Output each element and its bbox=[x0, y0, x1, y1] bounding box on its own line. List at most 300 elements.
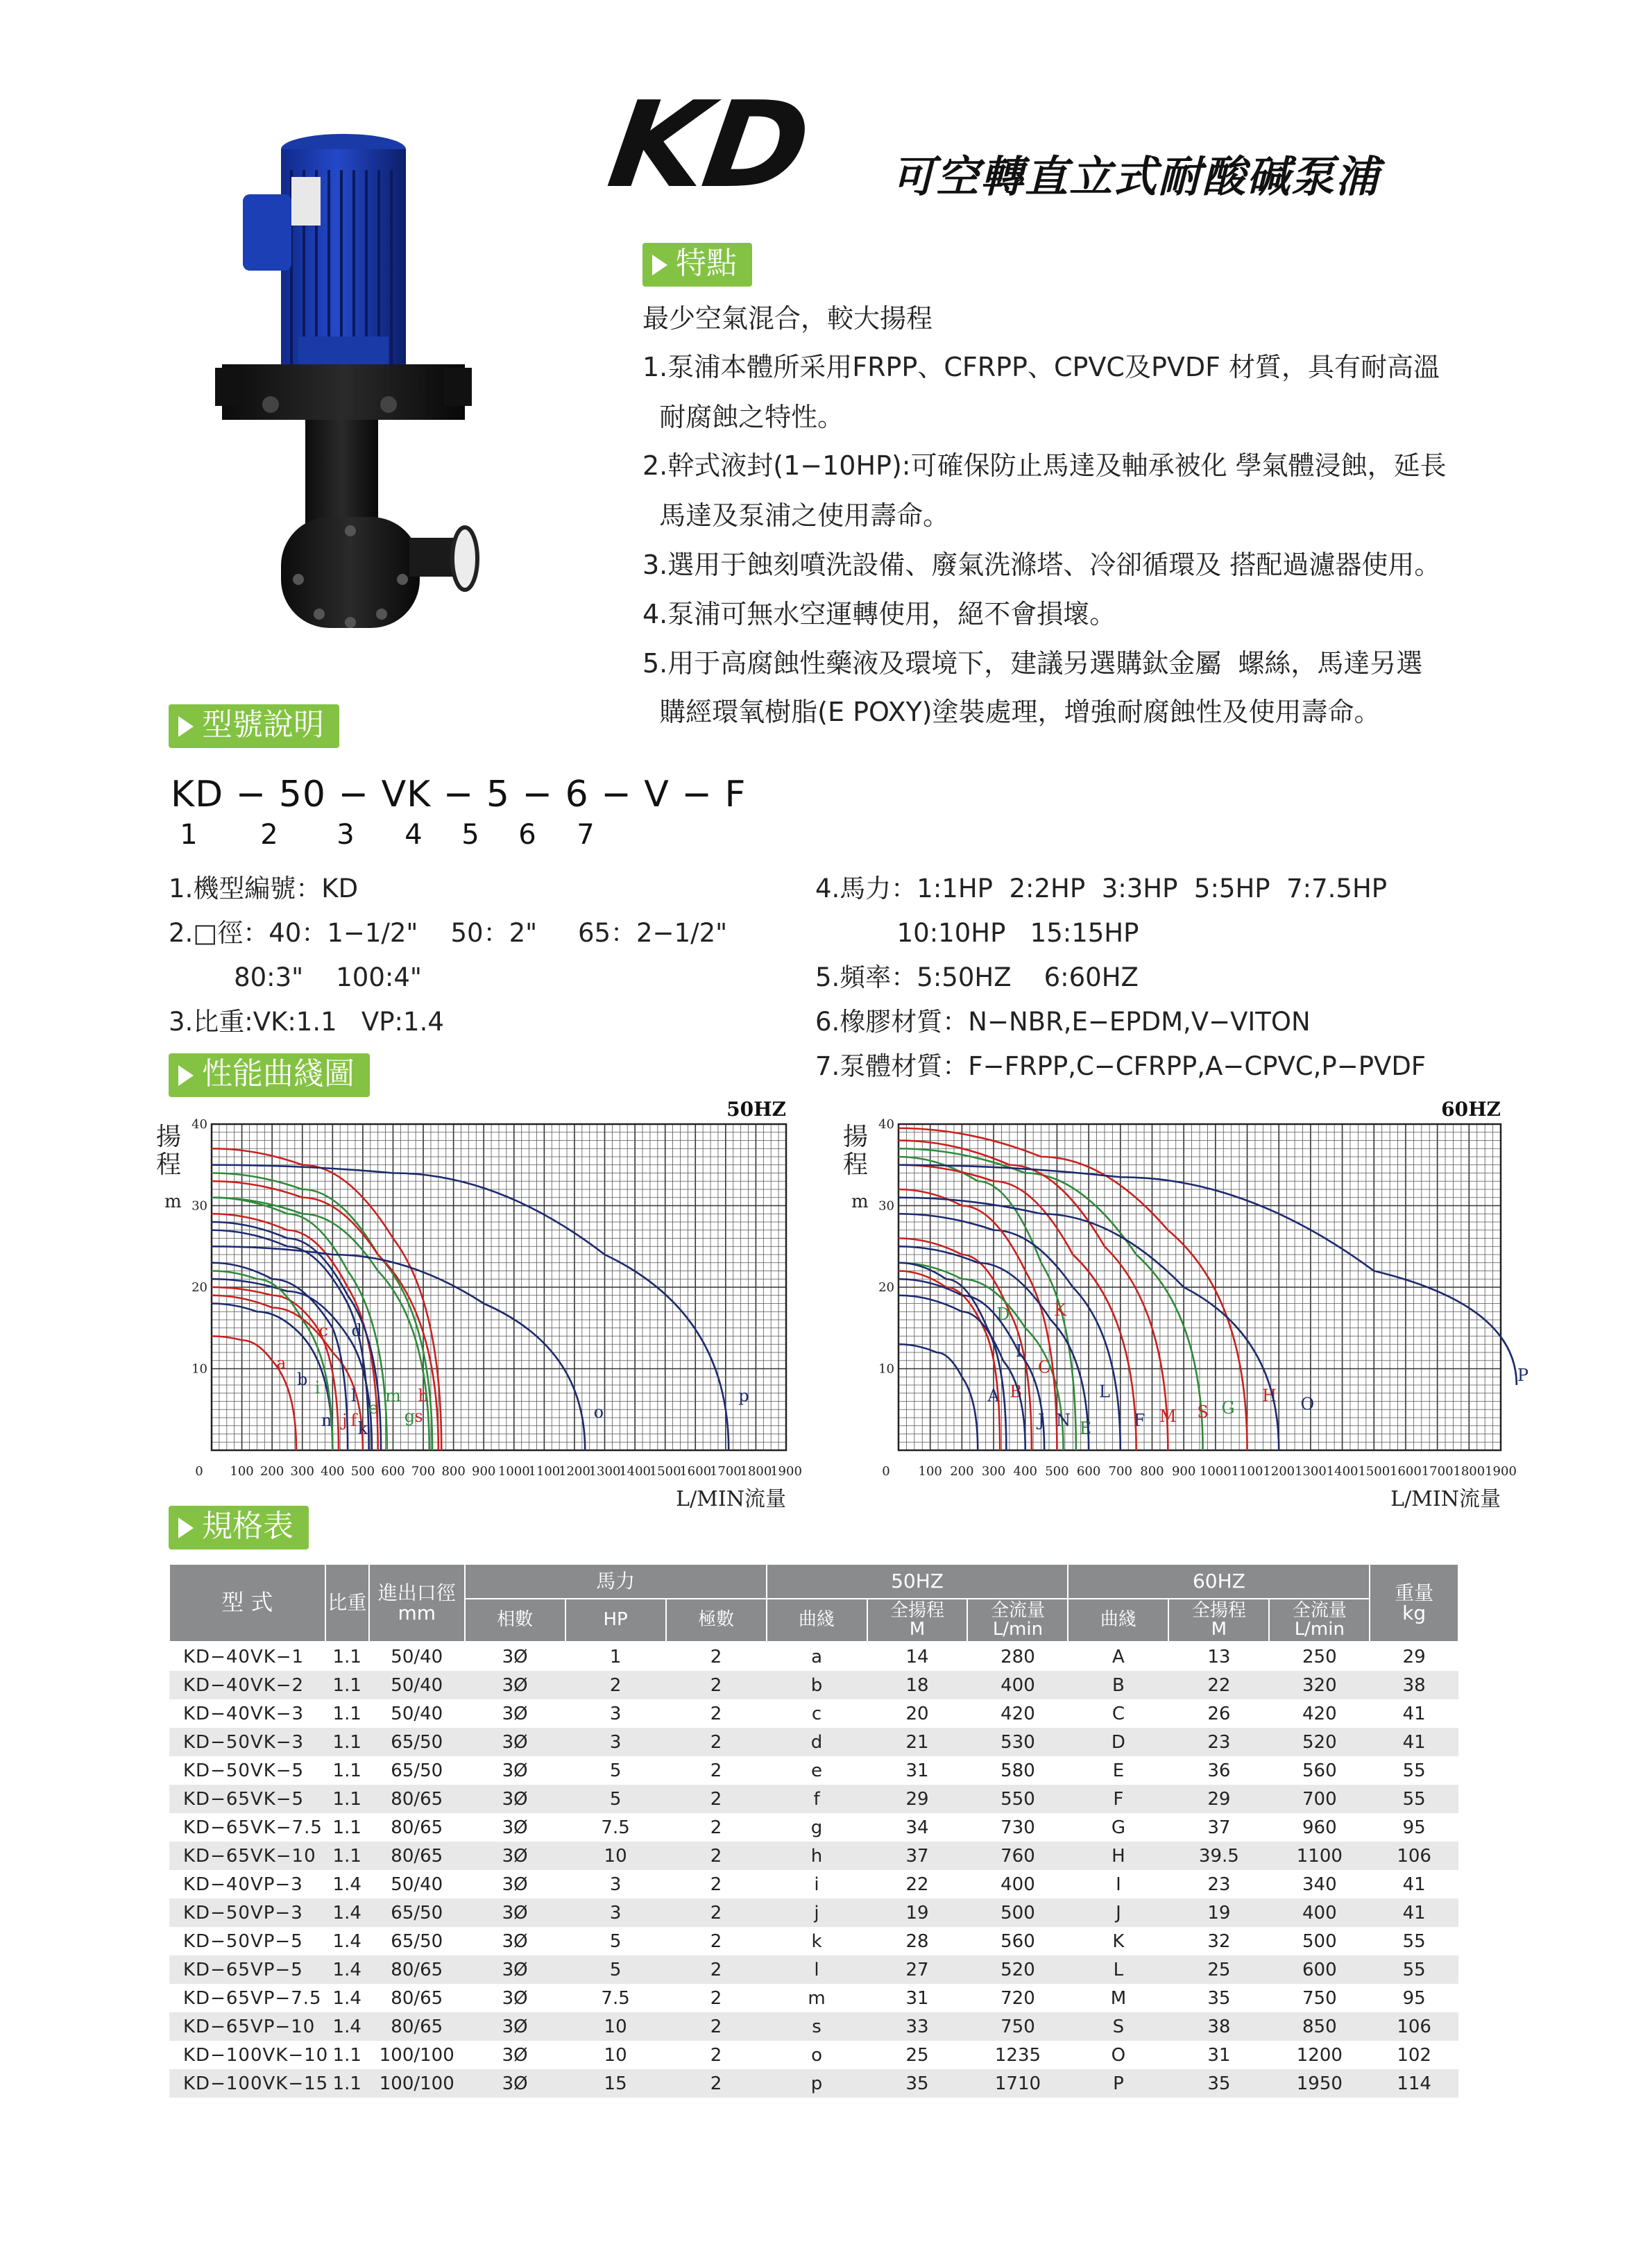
cell-flow50: 520 bbox=[967, 1955, 1068, 1984]
cell-phase: 3Ø bbox=[502, 1646, 528, 1667]
cell-model: KD−65VP−5 bbox=[169, 1955, 325, 1984]
cell-curve50: f bbox=[767, 1785, 867, 1813]
cell-hp: 7.5 bbox=[601, 1817, 630, 1838]
cell-curve50: g bbox=[810, 1817, 823, 1838]
cell-model: KD−100VK−10 bbox=[183, 2044, 329, 2066]
spec-table bbox=[169, 1563, 1459, 2098]
spec-line: 1.機型編號：KD bbox=[169, 874, 359, 903]
curve-label-j: j bbox=[342, 1410, 348, 1430]
cell-curve60: M bbox=[1110, 1987, 1127, 2009]
features-title: 特點 bbox=[676, 246, 737, 281]
cell-model: KD−65VK−7.5 bbox=[183, 1817, 323, 1838]
curve-label-O: O bbox=[1300, 1394, 1315, 1414]
cell-hp: 5 bbox=[565, 1785, 666, 1813]
x-tick-label: 1300 bbox=[1294, 1464, 1327, 1479]
cell-head50: 22 bbox=[905, 1874, 929, 1895]
cell-poles: 2 bbox=[666, 2069, 767, 2098]
curve-label-F: F bbox=[1133, 1410, 1146, 1430]
x-tick-label: 0 bbox=[882, 1464, 890, 1479]
cell-head60: 35 bbox=[1207, 1987, 1231, 2009]
cell-flow60: 560 bbox=[1302, 1760, 1337, 1781]
cell-flow50: 400 bbox=[1000, 1874, 1035, 1895]
cell-head60: 35 bbox=[1168, 2069, 1269, 2098]
x-tick-label: 300 bbox=[981, 1464, 1006, 1479]
cell-curve50: d bbox=[767, 1728, 867, 1756]
table-row bbox=[169, 2012, 1458, 2041]
table-row bbox=[169, 1785, 1458, 1813]
x-tick-label: 1400 bbox=[1326, 1464, 1359, 1479]
cell-head50: 28 bbox=[905, 1930, 929, 1952]
cell-head50: 18 bbox=[867, 1671, 968, 1699]
cell-phase: 3Ø bbox=[502, 1930, 528, 1952]
y-axis-label: 揚 bbox=[843, 1123, 869, 1151]
cell-sg: 1.4 bbox=[332, 1930, 361, 1952]
y-axis-unit: m bbox=[851, 1191, 869, 1212]
cell-head60: 32 bbox=[1207, 1930, 1231, 1952]
curve-label-m: m bbox=[385, 1386, 401, 1406]
model-code: KD − 50 − VK − 5 − 6 − V − F bbox=[171, 774, 747, 815]
col-header-model: 型 式 bbox=[169, 1564, 325, 1642]
cell-model: KD−65VK−5 bbox=[169, 1785, 325, 1813]
cell-model: KD−40VK−1 bbox=[183, 1646, 305, 1667]
x-tick-label: 1100 bbox=[1231, 1464, 1263, 1479]
cell-weight: 95 bbox=[1402, 1987, 1426, 2009]
x-tick-label: 1600 bbox=[1390, 1464, 1422, 1479]
cell-curve60: P bbox=[1068, 2069, 1168, 2098]
performance-chart-60hz bbox=[836, 1096, 1529, 1527]
cell-model: KD−50VP−5 bbox=[183, 1930, 303, 1952]
spec-line: 6.橡膠材質：N−NBR,E−EPDM,V−VITON bbox=[815, 1007, 1311, 1037]
col-header-sg: 比重 bbox=[325, 1564, 369, 1642]
cell-head60: 13 bbox=[1207, 1646, 1231, 1667]
x-tick-label: 0 bbox=[195, 1464, 203, 1479]
code-number: 2 bbox=[260, 819, 278, 851]
cell-hp: 10 bbox=[565, 1842, 666, 1870]
cell-port: 65/50 bbox=[369, 1899, 465, 1927]
col-header-power: 馬力 bbox=[465, 1564, 767, 1599]
cell-poles: 2 bbox=[666, 1728, 767, 1756]
cell-hp: 15 bbox=[565, 2069, 666, 2098]
spec-line: 10:10HP 15:15HP bbox=[815, 918, 1139, 948]
table-row bbox=[169, 1870, 1458, 1899]
x-tick-label: 1700 bbox=[1421, 1464, 1454, 1479]
cell-flow50: 1235 bbox=[994, 2044, 1041, 2066]
cell-curve50: m bbox=[808, 1987, 826, 2009]
model-section-badge bbox=[169, 704, 339, 748]
x-tick-label: 500 bbox=[1045, 1464, 1069, 1479]
cell-phase: 3Ø bbox=[502, 2044, 528, 2066]
cell-hp: 5 bbox=[565, 1955, 666, 1984]
curve-label-b: b bbox=[297, 1370, 308, 1389]
cell-head60: 36 bbox=[1207, 1760, 1231, 1781]
cell-hp: 10 bbox=[565, 2012, 666, 2041]
cell-poles: 2 bbox=[666, 1955, 767, 1984]
cell-port: 65/50 bbox=[391, 1760, 443, 1781]
cell-flow50: 560 bbox=[1000, 1930, 1035, 1952]
cell-poles: 2 bbox=[666, 1785, 767, 1813]
x-tick-label: 1700 bbox=[709, 1464, 742, 1479]
curve-label-C: C bbox=[1037, 1357, 1051, 1377]
cell-sg: 1.4 bbox=[332, 1987, 361, 2009]
code-number: 5 bbox=[461, 819, 479, 851]
feature-line: 最少空氣混合，較大揚程 bbox=[642, 303, 933, 334]
feature-line: 購經環氧樹脂(E POXY)塗裝處理，增強耐腐蝕性及使用壽命。 bbox=[642, 697, 1381, 727]
y-tick-label: 10 bbox=[878, 1361, 894, 1377]
curve-label-H: H bbox=[1262, 1386, 1277, 1406]
table-row bbox=[169, 2069, 1458, 2098]
x-tick-label: 200 bbox=[950, 1464, 974, 1479]
cell-weight: 41 bbox=[1402, 1874, 1426, 1895]
y-axis-label: 程 bbox=[843, 1150, 869, 1179]
cell-weight: 41 bbox=[1370, 1728, 1458, 1756]
code-number: 6 bbox=[518, 819, 536, 851]
cell-flow60: 750 bbox=[1302, 1987, 1337, 2009]
x-tick-label: 1600 bbox=[679, 1464, 712, 1479]
x-tick-label: 1800 bbox=[740, 1464, 772, 1479]
table-row bbox=[169, 1699, 1458, 1728]
x-tick-label: 600 bbox=[1076, 1464, 1101, 1479]
curve-label-P: P bbox=[1517, 1366, 1529, 1386]
cell-head50: 34 bbox=[905, 1817, 929, 1838]
spec-line: 5.頻率：5:50HZ 6:60HZ bbox=[815, 962, 1139, 992]
spec-line: 80:3" 100:4" bbox=[169, 962, 422, 992]
cell-head50: 19 bbox=[867, 1899, 968, 1927]
curve-label-D: D bbox=[996, 1305, 1010, 1324]
performance-chart-50hz bbox=[149, 1096, 815, 1527]
table-row bbox=[169, 1899, 1458, 1927]
col-header-weight bbox=[1370, 1564, 1458, 1642]
cell-head50: 29 bbox=[867, 1785, 968, 1813]
cell-curve60: E bbox=[1112, 1760, 1125, 1781]
curve-label-B: B bbox=[1010, 1382, 1022, 1402]
col-header-poles: 極數 bbox=[666, 1599, 767, 1642]
cell-flow50: 720 bbox=[1000, 1987, 1035, 2009]
x-tick-label: 300 bbox=[290, 1464, 314, 1479]
spec-table-title: 規格表 bbox=[202, 1509, 293, 1544]
cell-sg: 1.4 bbox=[332, 1874, 361, 1895]
cell-curve50: l bbox=[767, 1955, 867, 1984]
cell-hp: 1 bbox=[609, 1646, 622, 1667]
cell-curve50: p bbox=[767, 2069, 867, 2098]
cell-flow60: 850 bbox=[1269, 2012, 1370, 2041]
feature-line: 4.泵浦可無水空運轉使用，絕不會損壞。 bbox=[642, 599, 1116, 629]
cell-curve60: H bbox=[1068, 1842, 1168, 1870]
cell-poles: 2 bbox=[710, 2044, 722, 2066]
model-title: 型號說明 bbox=[202, 707, 324, 742]
triangle-icon bbox=[178, 716, 194, 737]
table-row bbox=[169, 1955, 1458, 1984]
x-tick-label: 100 bbox=[230, 1464, 254, 1479]
cell-hp: 5 bbox=[609, 1760, 622, 1781]
table-row bbox=[169, 1728, 1458, 1756]
cell-curve60: K bbox=[1112, 1930, 1125, 1952]
cell-curve60: J bbox=[1068, 1899, 1168, 1927]
curve-label-M: M bbox=[1159, 1406, 1177, 1426]
col-header-head60 bbox=[1168, 1599, 1269, 1642]
cell-head50: 31 bbox=[905, 1987, 929, 2009]
curve-label-L: L bbox=[1098, 1382, 1110, 1402]
curve-label-p: p bbox=[738, 1386, 749, 1406]
cell-weight: 55 bbox=[1370, 1955, 1458, 1984]
table-row bbox=[169, 2041, 1458, 2069]
cell-hp: 5 bbox=[609, 1930, 622, 1952]
cell-weight: 41 bbox=[1370, 1899, 1458, 1927]
x-tick-label: 1900 bbox=[1485, 1464, 1517, 1479]
cell-phase: 3Ø bbox=[502, 1760, 528, 1781]
flow50-unit: L/min bbox=[992, 1619, 1044, 1640]
cell-model: KD−50VK−3 bbox=[169, 1728, 325, 1756]
cell-curve60: L bbox=[1068, 1955, 1168, 1984]
cell-flow60: 960 bbox=[1302, 1817, 1337, 1838]
curve-label-E: E bbox=[1079, 1418, 1092, 1438]
flow50-label: 全流量 bbox=[990, 1599, 1045, 1621]
cell-phase: 3Ø bbox=[465, 1955, 565, 1984]
cell-poles: 2 bbox=[710, 1874, 722, 1895]
cell-weight: 41 bbox=[1402, 1703, 1426, 1724]
code-number: 4 bbox=[405, 819, 423, 851]
col-header-head50 bbox=[867, 1599, 968, 1642]
y-tick-label: 40 bbox=[191, 1117, 207, 1132]
cell-sg: 1.4 bbox=[325, 2012, 369, 2041]
table-row bbox=[169, 1842, 1458, 1870]
cell-flow60: 320 bbox=[1269, 1671, 1370, 1699]
cell-flow60: 500 bbox=[1302, 1930, 1337, 1952]
cell-sg: 1.1 bbox=[332, 1646, 361, 1667]
cell-sg: 1.1 bbox=[332, 1760, 361, 1781]
spec-line: 3.比重:VK:1.1 VP:1.4 bbox=[169, 1007, 444, 1037]
cell-model: KD−65VP−10 bbox=[169, 2012, 325, 2041]
cell-flow50: 730 bbox=[1000, 1817, 1035, 1838]
cell-phase: 3Ø bbox=[502, 1874, 528, 1895]
y-tick-label: 20 bbox=[878, 1280, 894, 1295]
cell-port: 65/50 bbox=[391, 1930, 443, 1952]
cell-head60: 39.5 bbox=[1168, 1842, 1269, 1870]
cell-model: KD−50VP−3 bbox=[169, 1899, 325, 1927]
cell-phase: 3Ø bbox=[465, 2069, 565, 2098]
cell-model: KD−50VK−5 bbox=[183, 1760, 305, 1781]
cell-head50: 35 bbox=[867, 2069, 968, 2098]
cell-poles: 2 bbox=[710, 1703, 722, 1724]
head50-label: 全揚程 bbox=[889, 1599, 944, 1621]
curve-label-K: K bbox=[1054, 1300, 1066, 1320]
y-tick-label: 10 bbox=[191, 1361, 207, 1377]
curve-label-i: i bbox=[314, 1377, 321, 1398]
cell-poles: 2 bbox=[710, 1817, 722, 1838]
x-tick-label: 200 bbox=[259, 1464, 284, 1479]
feature-line: 耐腐蝕之特性。 bbox=[642, 402, 844, 432]
cell-flow60: 340 bbox=[1302, 1874, 1337, 1895]
cell-head60: 22 bbox=[1168, 1671, 1269, 1699]
y-tick-label: 30 bbox=[878, 1198, 894, 1214]
col-header-port-unit: mm bbox=[398, 1602, 436, 1624]
cell-weight: 102 bbox=[1397, 2044, 1431, 2066]
curve-label-J: J bbox=[1037, 1410, 1045, 1430]
col-header-curve60: 曲綫 bbox=[1068, 1599, 1168, 1642]
cell-curve60: A bbox=[1112, 1646, 1125, 1667]
col-header-flow50 bbox=[967, 1599, 1068, 1642]
cell-weight: 55 bbox=[1370, 1785, 1458, 1813]
cell-sg: 1.1 bbox=[332, 1817, 361, 1838]
col-header-60hz: 60HZ bbox=[1068, 1564, 1370, 1599]
chart-title: 50HZ bbox=[726, 1098, 786, 1121]
x-tick-label: 1800 bbox=[1453, 1464, 1485, 1479]
flow60-label: 全流量 bbox=[1292, 1599, 1347, 1621]
col-header-hp: HP bbox=[565, 1599, 666, 1642]
cell-phase: 3Ø bbox=[502, 1987, 528, 2009]
cell-flow60: 600 bbox=[1269, 1955, 1370, 1984]
cell-hp: 3 bbox=[565, 1899, 666, 1927]
cell-port: 50/40 bbox=[391, 1874, 443, 1895]
cell-head50: 31 bbox=[905, 1760, 929, 1781]
col-header-weight-unit: kg bbox=[1402, 1602, 1427, 1624]
y-tick-label: 40 bbox=[878, 1117, 894, 1132]
cell-flow50: 750 bbox=[967, 2012, 1068, 2041]
performance-section-badge bbox=[169, 1053, 370, 1097]
cell-port: 100/100 bbox=[379, 2044, 454, 2066]
cell-sg: 1.4 bbox=[325, 1955, 369, 1984]
cell-head60: 31 bbox=[1207, 2044, 1231, 2066]
cell-port: 50/40 bbox=[391, 1646, 443, 1667]
curve-label-I: I bbox=[1015, 1341, 1023, 1361]
head50-unit: M bbox=[909, 1619, 926, 1640]
curve-label-h: h bbox=[418, 1386, 429, 1406]
cell-port: 65/50 bbox=[369, 1728, 465, 1756]
cell-head50: 21 bbox=[867, 1728, 968, 1756]
cell-model: KD−40VP−3 bbox=[183, 1874, 303, 1895]
y-axis-unit: m bbox=[164, 1191, 182, 1212]
page-title: 可空轉直立式耐酸碱泵浦 bbox=[892, 151, 1381, 202]
cell-flow60: 420 bbox=[1302, 1703, 1337, 1724]
cell-curve60: F bbox=[1068, 1785, 1168, 1813]
cell-hp: 3 bbox=[565, 1728, 666, 1756]
cell-flow50: 400 bbox=[967, 1671, 1068, 1699]
cell-curve50: c bbox=[811, 1703, 822, 1724]
y-axis-label: 程 bbox=[156, 1150, 182, 1179]
cell-port: 80/65 bbox=[391, 1987, 443, 2009]
cell-port: 80/65 bbox=[391, 1817, 443, 1838]
triangle-icon bbox=[652, 255, 667, 275]
cell-weight: 114 bbox=[1370, 2069, 1458, 2098]
curve-label-a: a bbox=[276, 1353, 287, 1373]
cell-flow60: 520 bbox=[1269, 1728, 1370, 1756]
cell-port: 100/100 bbox=[369, 2069, 465, 2098]
x-axis-label: L/MIN流量 bbox=[1390, 1487, 1501, 1511]
table-row bbox=[169, 1671, 1458, 1699]
flow60-unit: L/min bbox=[1294, 1619, 1345, 1640]
brand-logo: KD bbox=[601, 76, 815, 214]
cell-model: KD−65VP−7.5 bbox=[183, 1987, 322, 2009]
cell-weight: 106 bbox=[1370, 1842, 1458, 1870]
x-tick-label: 1200 bbox=[1263, 1464, 1295, 1479]
cell-port: 80/65 bbox=[369, 2012, 465, 2041]
x-tick-label: 1100 bbox=[528, 1464, 561, 1479]
col-header-curve50: 曲綫 bbox=[767, 1599, 867, 1642]
x-tick-label: 400 bbox=[1013, 1464, 1037, 1479]
cell-curve50: b bbox=[767, 1671, 867, 1699]
cell-hp: 7.5 bbox=[601, 1987, 630, 2009]
cell-curve60: B bbox=[1068, 1671, 1168, 1699]
cell-head60: 25 bbox=[1168, 1955, 1269, 1984]
x-axis-label: L/MIN流量 bbox=[676, 1487, 786, 1511]
cell-sg: 1.1 bbox=[325, 1842, 369, 1870]
cell-curve60: O bbox=[1111, 2044, 1126, 2066]
x-tick-label: 1200 bbox=[559, 1464, 590, 1479]
x-tick-label: 700 bbox=[411, 1464, 436, 1479]
cell-poles: 2 bbox=[710, 1987, 722, 2009]
table-row bbox=[169, 1756, 1458, 1785]
cell-weight: 29 bbox=[1402, 1646, 1426, 1667]
spec-table-section-badge bbox=[169, 1506, 309, 1549]
cell-curve50: i bbox=[814, 1874, 819, 1895]
cell-phase: 3Ø bbox=[465, 1671, 565, 1699]
cell-flow60: 1200 bbox=[1296, 2044, 1343, 2066]
cell-port: 80/65 bbox=[369, 1842, 465, 1870]
cell-curve50: h bbox=[767, 1842, 867, 1870]
cell-poles: 2 bbox=[710, 1646, 722, 1667]
curve-label-s: s bbox=[414, 1406, 423, 1426]
cell-sg: 1.1 bbox=[325, 2069, 369, 2098]
x-tick-label: 500 bbox=[350, 1464, 375, 1479]
x-tick-label: 600 bbox=[381, 1464, 405, 1479]
x-tick-label: 400 bbox=[321, 1464, 345, 1479]
cell-sg: 1.1 bbox=[332, 1703, 361, 1724]
cell-model: KD−40VK−3 bbox=[183, 1703, 305, 1724]
cell-sg: 1.4 bbox=[325, 1899, 369, 1927]
table-row bbox=[169, 1642, 1458, 1671]
cell-weight: 55 bbox=[1402, 1930, 1426, 1952]
spec-line: 7.泵體材質：F−FRPP,C−CFRPP,A−CPVC,P−PVDF bbox=[815, 1051, 1427, 1081]
cell-port: 50/40 bbox=[369, 1671, 465, 1699]
cell-model: KD−100VK−15 bbox=[169, 2069, 325, 2098]
cell-flow50: 500 bbox=[967, 1899, 1068, 1927]
cell-flow50: 580 bbox=[1000, 1760, 1035, 1781]
cell-curve50: k bbox=[811, 1930, 822, 1952]
curve-label-S: S bbox=[1197, 1402, 1209, 1422]
cell-sg: 1.1 bbox=[325, 1728, 369, 1756]
cell-curve50: j bbox=[767, 1899, 867, 1927]
cell-poles: 2 bbox=[666, 1842, 767, 1870]
head60-label: 全揚程 bbox=[1191, 1599, 1246, 1621]
cell-phase: 3Ø bbox=[465, 1899, 565, 1927]
cell-sg: 1.1 bbox=[325, 1785, 369, 1813]
cell-hp: 10 bbox=[604, 2044, 627, 2066]
cell-model: KD−40VK−2 bbox=[169, 1671, 325, 1699]
cell-curve50: o bbox=[811, 2044, 822, 2066]
cell-head50: 37 bbox=[867, 1842, 968, 1870]
curve-label-l: l bbox=[350, 1386, 357, 1406]
cell-weight: 38 bbox=[1370, 1671, 1458, 1699]
cell-hp: 2 bbox=[565, 1671, 666, 1699]
code-number: 3 bbox=[337, 819, 355, 851]
cell-head60: 38 bbox=[1168, 2012, 1269, 2041]
cell-poles: 2 bbox=[710, 1930, 722, 1952]
cell-flow50: 420 bbox=[1000, 1703, 1035, 1724]
curve-label-k: k bbox=[357, 1418, 368, 1438]
cell-head60: 23 bbox=[1207, 1874, 1231, 1895]
feature-line: 馬達及泵浦之使用壽命。 bbox=[642, 500, 950, 531]
curve-label-N: N bbox=[1056, 1410, 1071, 1430]
cell-hp: 3 bbox=[609, 1703, 622, 1724]
spec-line: 4.馬力：1:1HP 2:2HP 3:3HP 5:5HP 7:7.5HP bbox=[815, 874, 1388, 903]
cell-sg: 1.1 bbox=[332, 2044, 361, 2066]
cell-flow50: 760 bbox=[967, 1842, 1068, 1870]
col-header-phase: 相數 bbox=[465, 1599, 565, 1642]
cell-flow50: 550 bbox=[967, 1785, 1068, 1813]
cell-poles: 2 bbox=[666, 1671, 767, 1699]
feature-line: 2.幹式液封(1−10HP):可確保防止馬達及軸承被化 學氣體浸蝕，延長 bbox=[642, 450, 1447, 481]
x-tick-label: 1400 bbox=[619, 1464, 652, 1479]
cell-flow60: 700 bbox=[1269, 1785, 1370, 1813]
